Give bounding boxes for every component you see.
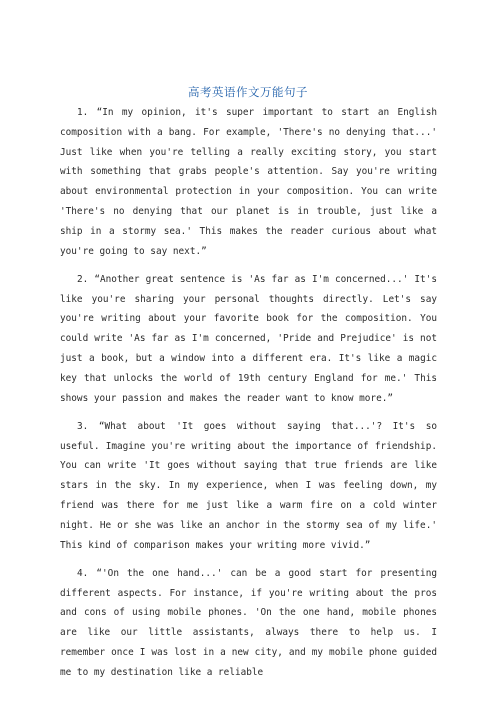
paragraph-2: 2. “Another great sentence is 'As far as I'm concerned...' It's like you're sharing your personal thoughts directly. Let's say you're writing about your favorite book for the composition. You could write 'As far as I'm concerned, 'Pride and Prejudice' is not just a book, but a window into a different era. It's like a magic key that unlocks the world of 19th century England for me.' This shows your passion and makes the reader want to know more.” <box>60 273 437 404</box>
document-title: 高考英语作文万能句子 <box>188 85 308 99</box>
paragraph-1: 1. “In my opinion, it's super important to start an English composition with a bang. For example, 'There's no denying that...' Just like when you're telling a really exciting story, you start with something that grabs people's attention. Say you're writing about environmental protection in your composition. You can write 'There's no denying that our planet is in trouble, just like a ship in a stormy sea.' This makes the reader curious about what you're going to say next.” <box>60 107 437 257</box>
paragraph-4: 4. “'On the one hand...' can be a good start for presenting different aspects. For instance, if you're writing about the pros and cons of using mobile phones. 'On the one hand, mobile phones are like our little assistants, always there to help us. I remember once I was lost in a new city, and my mobile phone guided me to my destination like a reliable <box>60 567 437 678</box>
paragraph-3: 3. “What about 'It goes without saying that...'? It's so useful. Imagine you're writing about the importance of friendship. You can write 'It goes without saying that true friends are like stars in the sky. In my experience, when I was feeling down, my friend was there for me just like a warm fire on a cold winter night. He or she was like an anchor in the stormy sea of my life.' This kind of comparison makes your writing more vivid.” <box>60 420 437 551</box>
document-body <box>60 103 437 691</box>
